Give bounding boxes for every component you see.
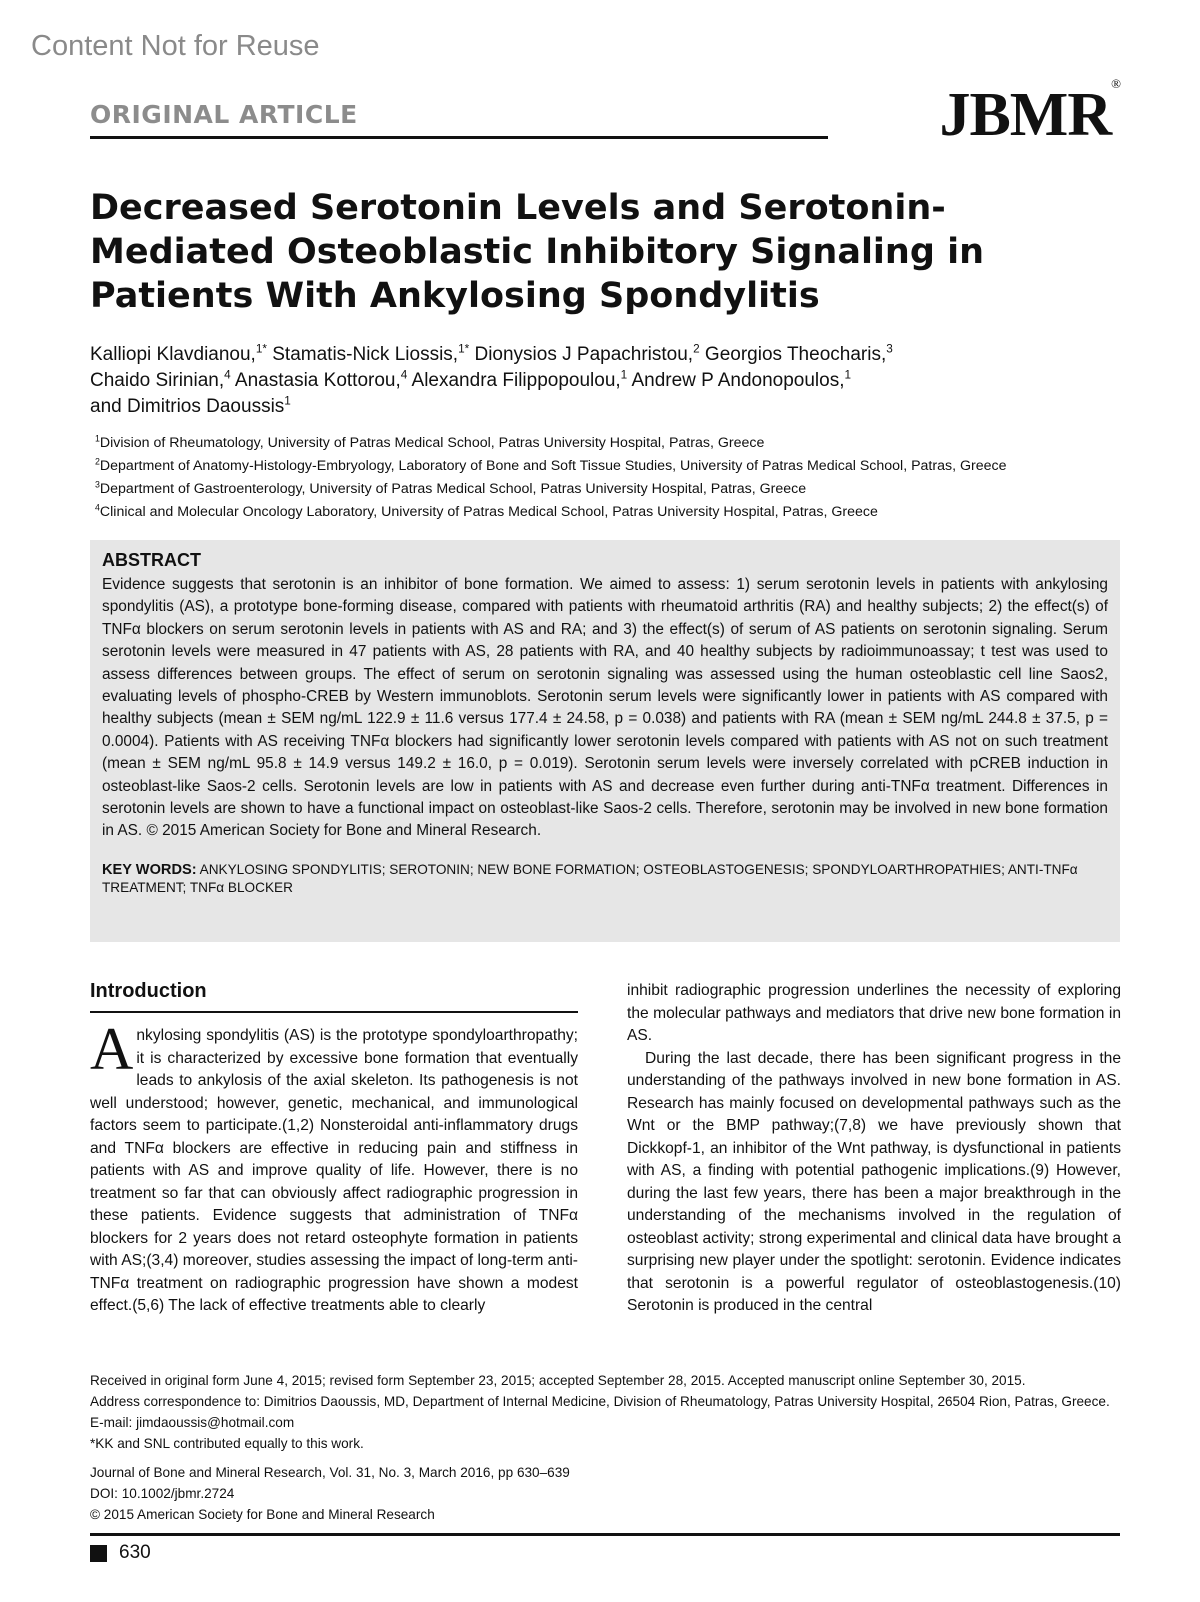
author: Andrew P Andonopoulos,$^1$	[631, 368, 852, 391]
bottom-rule	[90, 1533, 1120, 1536]
author: Stamatis-Nick Liossis,$^{1*}$	[272, 342, 470, 365]
introduction-paragraph-1: Ankylosing spondylitis (AS) is the prototype spondyloarthropathy; it is characterized by excessive bone formation that eventually leads to ankylosis of the axial skeleton. Its pathogenesis is not well understood; however, genetic, mechanical, and immunological factors seem to participate.(1,2) Nonsteroidal anti-inflammatory drugs and TNFα blockers are effective in reducing pain and stiffness in patients with AS and improve quality of life. However, there is no treatment so far that can obviously affect radiographic progression in these patients. Evidence suggests that administration of TNFα blockers for 2 years does not retard osteophyte formation in patients with AS;(3,4) moreover, studies assessing the impact of long-term anti-TNFα treatment on radiographic progression have shown a modest effect.(5,6) The lack of effective treatments able to clearly	[90, 1016, 578, 1314]
article-title: Decreased Serotonin Levels and Serotonin-Mediated Osteoblastic Inhibitory Signaling in Patients With Ankylosing Spondylitis	[90, 188, 985, 316]
doi: DOI: 10.1002/jbmr.2724	[90, 1486, 235, 1501]
registered-mark: ®	[1111, 76, 1120, 91]
author: Alexandra Filippopoulou,$^1$	[411, 368, 628, 391]
affiliation: $^3$Department of Gastroenterology, University of Patras Medical School, Patras University Hospital, Patras, Greece	[95, 479, 807, 497]
abstract-heading: ABSTRACT	[102, 550, 201, 570]
author: Kalliopi Klavdianou,$^{1*}$	[90, 342, 267, 365]
affiliation: $^4$Clinical and Molecular Oncology Laboratory, University of Patras Medical School, Patras University Hospital, Patras, Greece	[95, 502, 878, 520]
page-number: 630	[119, 1542, 151, 1563]
introduction-paragraph-1-cont: inhibit radiographic progression underlines the necessity of exploring the molecular pathways and mediators that drive new bone formation in AS.	[627, 982, 1121, 1044]
page-square-icon	[90, 1545, 107, 1562]
introduction-paragraph-2: During the last decade, there has been significant progress in the understanding of the pathways involved in new bone formation in AS. Research has mainly focused on developmental pathways such as the Wnt or the BMP pathway;(7,8) we have previously shown that Dickkopf-1, an inhibitor of the Wnt pathway, is dysfunctional in patients with AS, a finding with potential pathogenic implications.(9) However, during the last few years, there has been a major breakthrough in the understanding of the mechanisms involved in the regulation of osteoblast activity; strong experimental and clinical data have brought a surprising new player under the spotlight: serotonin. Evidence indicates that serotonin is a powerful regulator of osteoblastogenesis.(10) Serotonin is produced in the central	[627, 1049, 1121, 1314]
abstract-box	[90, 540, 1120, 942]
author: Anastasia Kottorou,$^4$	[234, 368, 408, 391]
received-dates: Received in original form June 4, 2015; revised form September 23, 2015; accepted September 28, 2015. Accepted manuscript online September 30, 2015.	[90, 1373, 1026, 1388]
copyright: © 2015 American Society for Bone and Mineral Research	[90, 1507, 435, 1522]
equal-contribution-note: *KK and SNL contributed equally to this work.	[90, 1436, 364, 1451]
author-list	[90, 342, 1090, 420]
keywords-label: KEY WORDS:	[102, 861, 197, 878]
footnotes	[90, 1370, 1120, 1454]
publication-info	[90, 1462, 570, 1525]
affiliation: $^2$Department of Anatomy-Histology-Embryology, Laboratory of Bone and Soft Tissue Studies, University of Patras Medical School, Patras, Greece	[95, 456, 1007, 474]
watermark: Content Not for Reuse	[31, 30, 320, 62]
keywords	[102, 861, 1108, 897]
journal-citation: Journal of Bone and Mineral Research, Vol. 31, No. 3, March 2016, pp 630–639	[90, 1465, 570, 1480]
author: Chaido Sirinian,$^4$	[90, 368, 231, 391]
keywords-list: ANKYLOSING SPONDYLITIS; SEROTONIN; NEW BONE FORMATION; OSTEOBLASTOGENESIS; SPONDYLOARTHROPATHIES; ANTI-TNFα TREATMENT; TNFα BLOCKER	[102, 861, 1078, 895]
affiliation-list	[95, 432, 1115, 524]
correspondence: Address correspondence to: Dimitrios Daoussis, MD, Department of Internal Medicine, Division of Rheumatology, Patras University Hospital, 26504 Rion, Patras, Greece. E-mail: jimdaoussis@hotmail.com	[90, 1394, 1110, 1430]
affiliation: $^1$Division of Rheumatology, University of Patras Medical School, Patras University Hospital, Patras, Greece	[95, 433, 765, 451]
article-header	[90, 76, 1120, 149]
left-column	[90, 980, 578, 1318]
drop-cap: A	[90, 1016, 134, 1082]
author: Dionysios J Papachristou,$^2$	[474, 342, 700, 365]
journal-logo: JBMR®	[939, 76, 1120, 149]
section-label-rule	[90, 136, 828, 139]
abstract-text: Evidence suggests that serotonin is an inhibitor of bone formation. We aimed to assess: 1) serum serotonin levels in patients with ankylosing spondylitis (AS), a prototype bone-forming disease, compared with patients with rheumatoid arthritis (RA) and healthy subjects; 2) the effect(s) of TNFα blockers on serum serotonin levels in patients with AS and RA; and 3) the effect(s) of serum of AS patients on serotonin signaling. Serum serotonin levels were measured in 47 patients with AS, 28 patients with RA, and 40 healthy subjects by radioimmunoassay; t test was used to assess differences between groups. The effect of serum on serotonin signaling was assessed using the human osteoblastic cell line Saos2, evaluating levels of phospho-CREB by Western immunoblots. Serotonin serum levels were significantly lower in patients with AS compared with healthy subjects (mean ± SEM ng/mL 122.9 ± 11.6 versus 177.4 ± 24.58, p = 0.038) and patients with RA (mean ± SEM ng/mL 244.8 ± 37.5, p = 0.0004). Patients with AS receiving TNFα blockers had significantly lower serotonin levels compared with patients with AS not on such treatment (mean ± SEM ng/mL 95.8 ± 14.9 versus 149.2 ± 16.0, p = 0.019). Serotonin serum levels were inversely correlated with pCREB induction in osteoblast-like Saos-2 cells. Serotonin levels are low in patients with AS and decrease even further during anti-TNFα treatment. Differences in serotonin levels are shown to have a functional impact on osteoblast-like Saos-2 cells. Therefore, serotonin may be involved in new bone formation in AS. © 2015 American Society for Bone and Mineral Research.	[102, 576, 1108, 840]
right-column	[627, 980, 1121, 1318]
page-marker	[90, 1542, 151, 1564]
introduction-heading: Introduction	[90, 980, 578, 1013]
section-label: ORIGINAL ARTICLE	[90, 100, 358, 129]
author: and Dimitrios Daoussis$^1$	[90, 394, 291, 417]
author: Georgios Theocharis,$^3$	[704, 342, 893, 365]
